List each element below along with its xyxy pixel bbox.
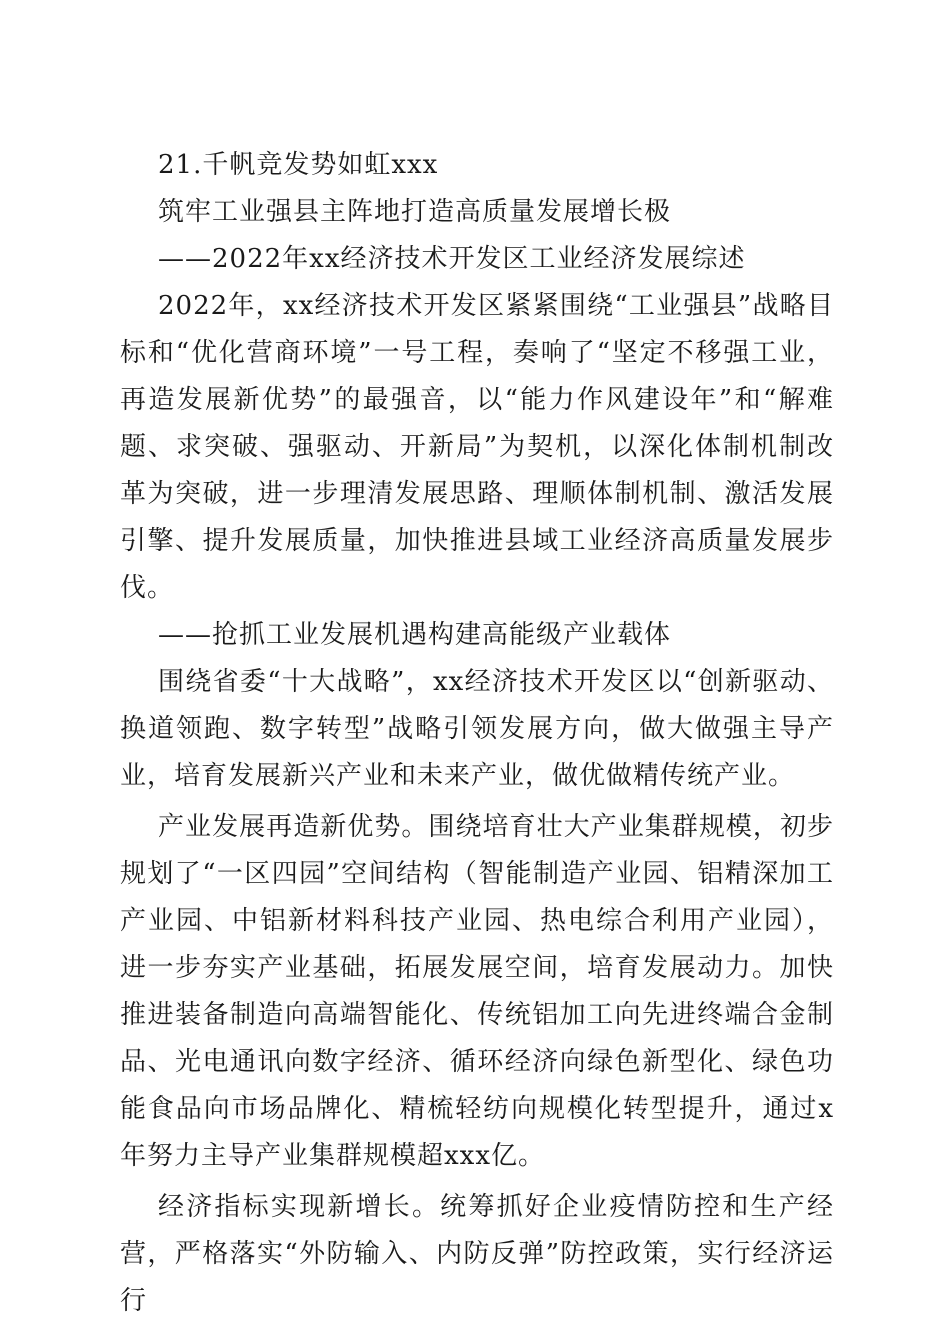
document-title: 筑牢工业强县主阵地打造高质量发展增长极 (158, 197, 672, 227)
document-body (120, 142, 834, 1325)
paragraph-intro: 2022年，xx经济技术开发区紧紧围绕“工业强县”战略目标和“优化营商环境”一号工程，奏响了“坚定不移强工业，再造发展新优势”的最强音，以“能力作风建设年”和“解难题、求突破、强驱动、开新局”为契机，以深化体制机制改革为突破，进一步理清发展思路、理顺体制机制、激活发展引擎、提升发展质量，加快推进县域工业经济高质量发展步伐。 (120, 291, 834, 603)
paragraph-economy: 经济指标实现新增长。统筹抓好企业疫情防控和生产经营，严格落实“外防输入、内防反弹”防控政策，实行经济运行 (120, 1192, 834, 1316)
heading-number: 21.千帆竞发势如虹xxx (158, 150, 439, 180)
section-heading: ——抢抓工业发展机遇构建高能级产业载体 (158, 620, 672, 650)
document-subtitle: ——2022年xx经济技术开发区工业经济发展综述 (158, 244, 746, 274)
paragraph-strategy: 围绕省委“十大战略”，xx经济技术开发区以“创新驱动、换道领跑、数字转型”战略引领发展方向，做大做强主导产业，培育发展新兴产业和未来产业，做优做精传统产业。 (120, 667, 834, 791)
paragraph-industry: 产业发展再造新优势。围绕培育壮大产业集群规模，初步规划了“一区四园”空间结构（智能制造产业园、铝精深加工产业园、中铝新材料科技产业园、热电综合利用产业园），进一步夯实产业基础，拓展发展空间，培育发展动力。加快推进装备制造向高端智能化、传统铝加工向先进终端合金制品、光电通讯向数字经济、循环经济向绿色新型化、绿色功能食品向市场品牌化、精梳轻纺向规模化转型提升，通过x年努力主导产业集群规模超xxx亿。 (120, 812, 834, 1171)
